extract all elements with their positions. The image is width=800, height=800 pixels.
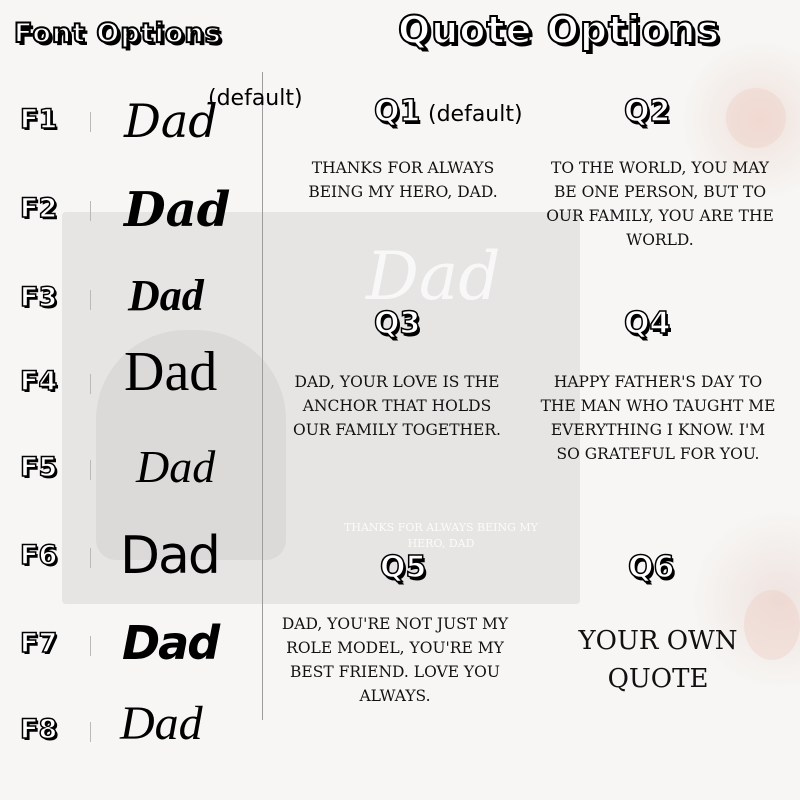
- quote-label-q5: Q5: [380, 550, 427, 585]
- font-label-f2: F2: [20, 193, 58, 224]
- quote-option-q4[interactable]: HAPPY FATHER'S DAY TO THE MAN WHO TAUGHT ME EVERYTHING I KNOW. I'M SO GRATEFUL FOR YOU.: [540, 373, 776, 463]
- font-sample-f5[interactable]: Dad: [136, 441, 216, 492]
- font-label-f5: F5: [20, 452, 58, 483]
- quote-option-q1[interactable]: THANKS FOR ALWAYS BEING MY HERO, DAD.: [308, 159, 498, 201]
- quote-option-q5[interactable]: DAD, YOU'RE NOT JUST MY ROLE MODEL, YOU'RE MY BEST FRIEND. LOVE YOU ALWAYS.: [281, 615, 509, 705]
- font-row-tick: [90, 290, 91, 310]
- quote-label-q6: Q6: [628, 550, 675, 585]
- font-label-f4: F4: [20, 366, 58, 397]
- font-default-tag: (default): [208, 86, 303, 111]
- font-sample-f3[interactable]: Dad: [128, 271, 204, 320]
- font-sample-f6[interactable]: Dad: [120, 526, 219, 586]
- font-row-tick: [90, 201, 91, 221]
- font-label-f1: F1: [20, 104, 58, 135]
- font-options-heading: Font Options: [14, 18, 222, 49]
- font-label-f8: F8: [20, 714, 58, 745]
- font-row-tick: [90, 548, 91, 568]
- font-label-f7: F7: [20, 628, 58, 659]
- quote-label-q3: Q3: [374, 306, 421, 341]
- background-fruit: [726, 88, 786, 148]
- font-sample-f2[interactable]: Dad: [124, 182, 231, 238]
- column-divider: [262, 72, 263, 720]
- font-sample-f1[interactable]: Dad: [124, 94, 218, 148]
- font-sample-f4[interactable]: Dad: [124, 341, 218, 403]
- font-row-tick: [90, 636, 91, 656]
- font-label-f3: F3: [20, 282, 58, 313]
- font-label-f6: F6: [20, 540, 58, 571]
- font-row-tick: [90, 374, 91, 394]
- background-caption: THANKS FOR ALWAYS BEING MY HERO, DAD: [344, 521, 538, 550]
- font-row-tick: [90, 112, 91, 132]
- font-row-tick: [90, 722, 91, 742]
- quote-default-tag: (default): [428, 102, 523, 127]
- quote-option-q6[interactable]: YOUR OWN QUOTE: [578, 626, 738, 694]
- quote-label-q4: Q4: [624, 306, 671, 341]
- background-dad-text: Dad: [366, 238, 501, 315]
- quote-option-q2[interactable]: TO THE WORLD, YOU MAY BE ONE PERSON, BUT TO OUR FAMILY, YOU ARE THE WORLD.: [546, 159, 774, 249]
- font-row-tick: [90, 460, 91, 480]
- quote-label-q2: Q2: [624, 94, 671, 129]
- quote-options-heading: Quote Options: [398, 8, 721, 52]
- font-sample-f8[interactable]: Dad: [120, 697, 203, 750]
- font-sample-f7[interactable]: Dad: [122, 616, 219, 670]
- quote-option-q3[interactable]: DAD, YOUR LOVE IS THE ANCHOR THAT HOLDS OUR FAMILY TOGETHER.: [293, 373, 501, 439]
- quote-label-q1: Q1: [374, 94, 421, 129]
